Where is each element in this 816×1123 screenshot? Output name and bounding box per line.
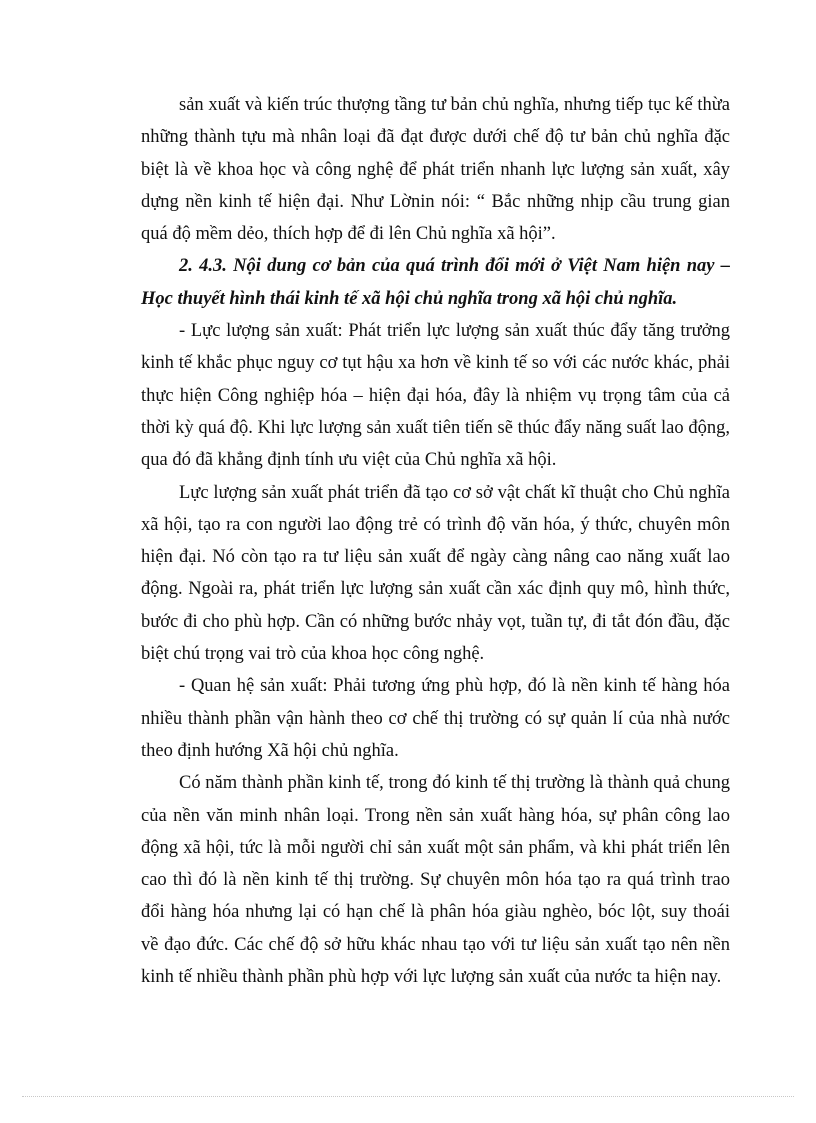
- document-page: [141, 89, 730, 993]
- paragraph-relations-of-production: - Quan hệ sản xuất: Phải tương ứng phù hợp, đó là nền kinh tế hàng hóa nhiều thành phần vận hành theo cơ chế thị trường có sự quản lí của nhà nước theo định hướng Xã hội chủ nghĩa.: [141, 676, 730, 761]
- section-heading: 2. 4.3. Nội dung cơ bản của quá trình đổi mới ở Việt Nam hiện nay – Học thuyết hình thái kinh tế xã hội chủ nghĩa trong xã hội chủ nghĩa.: [141, 256, 730, 309]
- paragraph-economic-sectors: Có năm thành phần kinh tế, trong đó kinh tế thị trường là thành quả chung của nền văn minh nhân loại. Trong nền sản xuất hàng hóa, sự phân công lao động xã hội, tức là mỗi người chỉ sản xuất một sản phẩm, và khi phát triển lên cao thì đó là nền kinh tế thị trường. Sự chuyên môn hóa tạo ra quá trình trao đổi hàng hóa nhưng lại có hạn chế là phân hóa giàu nghèo, bóc lột, suy thoái về đạo đức. Các chế độ sở hữu khác nhau tạo với tư liệu sản xuất tạo nên nền kinh tế nhiều thành phần phù hợp với lực lượng sản xuất của nước ta hiện nay.: [141, 773, 730, 988]
- paragraph-productive-forces: - Lực lượng sản xuất: Phát triển lực lượng sản xuất thúc đẩy tăng trưởng kinh tế khắc phục nguy cơ tụt hậu xa hơn về kinh tế so với các nước khác, phải thực hiện Công nghiệp hóa – hiện đại hóa, đây là nhiệm vụ trọng tâm của cả thời kỳ quá độ. Khi lực lượng sản xuất tiên tiến sẽ thúc đẩy năng suất lao động, qua đó đã khẳng định tính ưu việt của Chủ nghĩa xã hội.: [141, 321, 730, 471]
- page-bottom-divider: [22, 1096, 794, 1097]
- paragraph-continuation: sản xuất và kiến trúc thượng tầng tư bản chủ nghĩa, nhưng tiếp tục kế thừa những thành tựu mà nhân loại đã đạt được dưới chế độ tư bản chủ nghĩa đặc biệt là về khoa học và công nghệ để phát triển nhanh lực lượng sản xuất, xây dựng nền kinh tế hiện đại. Như Lờnin nói: “ Bắc những nhịp cầu trung gian quá độ mềm dẻo, thích hợp để đi lên Chủ nghĩa xã hội”.: [141, 95, 730, 245]
- paragraph-productive-forces-development: Lực lượng sản xuất phát triển đã tạo cơ sở vật chất kĩ thuật cho Chủ nghĩa xã hội, tạo ra con người lao động trẻ có trình độ văn hóa, ý thức, chuyên môn hiện đại. Nó còn tạo ra tư liệu sản xuất để ngày càng nâng cao năng xuất lao động. Ngoài ra, phát triển lực lượng sản xuất cần xác định quy mô, hình thức, bước đi cho phù hợp. Cần có những bước nhảy vọt, tuần tự, đi tắt đón đầu, đặc biệt chú trọng vai trò của khoa học công nghệ.: [141, 482, 730, 665]
